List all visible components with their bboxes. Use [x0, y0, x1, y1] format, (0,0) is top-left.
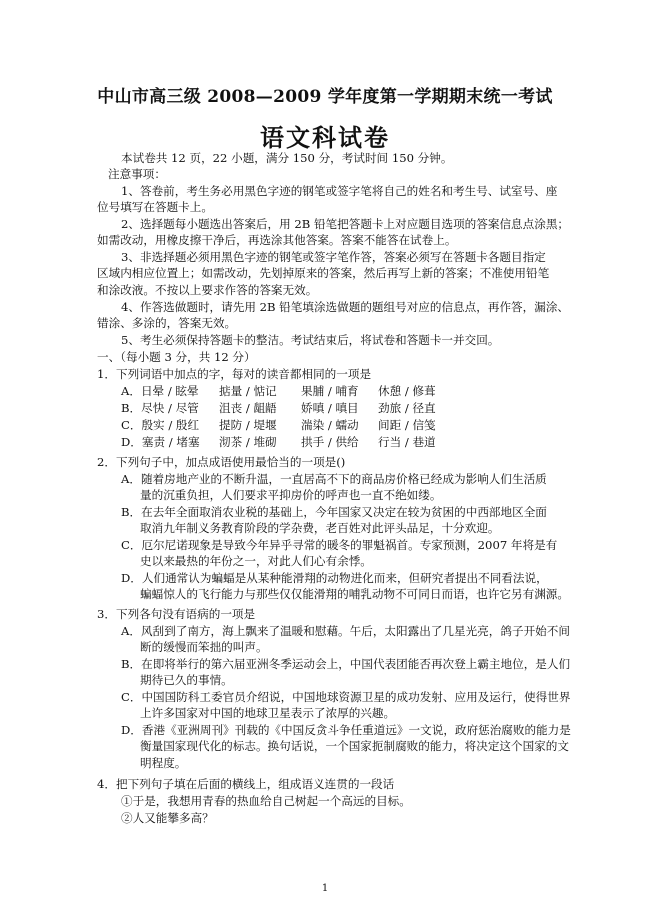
- notice-3-line-3: 和涂改液。不按以上要求作答的答案无效。: [97, 283, 318, 297]
- section-1-heading: 一、（每小题 3 分，共 12 分）: [97, 350, 256, 364]
- notice-5-line-1: 5、考生必须保持答题卡的整洁。考试结束后，将试卷和答题卡一并交回。: [121, 333, 500, 347]
- notice-2-line-1: 2、选择题每小题选出答案后，用 2B 铅笔把答题卡上对应题目选项的答案信息点涂黑；: [121, 217, 570, 231]
- notice-2-line-2: 如需改动，用橡皮擦干净后，再选涂其他答案。答案不能答在试卷上。: [97, 233, 457, 247]
- q1-cell: C．殷实 / 殷红: [121, 418, 200, 432]
- q1-stem: 1．下列词语中加点的字，每对的读音都相同的一项是: [97, 367, 372, 381]
- notice-4-line-2: 错涂、多涂的，答案无效。: [97, 316, 237, 330]
- intro-line: 本试卷共 12 页，22 小题，满分 150 分，考试时间 150 分钟。: [121, 151, 453, 165]
- q1-cell: B．尽快 / 尽管: [121, 401, 199, 415]
- q3-option-c-line-2: 上许多国家对中国的地球卫星表示了浓厚的兴趣。: [140, 706, 396, 720]
- notice-3-line-1: 3、非选择题必须用黑色字迹的钢笔或签字笔作答，答案必须写在答题卡各题目指定: [121, 250, 546, 264]
- notice-3-line-2: 区域内相应位置上；如需改动，先划掉原来的答案，然后再写上新的答案；不准使用铅笔: [97, 266, 550, 280]
- q2-option-c-line-2: 史以来最热的年份之一，对此人们心有余悸。: [140, 554, 372, 568]
- q1-cell: 掂量 / 惦记: [219, 384, 277, 398]
- q1-cell: 娇嗔 / 嗔目: [301, 401, 359, 415]
- q1-cell: 果脯 / 哺育: [301, 384, 359, 398]
- q1-cell: 劲旅 / 径直: [378, 401, 436, 415]
- q1-cell: 沏茶 / 堆砌: [219, 435, 277, 449]
- exam-title: 中山市高三级 2008—2009 学年度第一学期期末统一考试: [97, 87, 553, 107]
- q3-stem: 3．下列各句没有语病的一项是: [97, 607, 256, 621]
- q1-cell: 拱手 / 供给: [301, 435, 359, 449]
- q3-option-d-line-1: D．香港《亚洲周刊》刊载的《中国反贪斗争任重道远》一文说，政府惩治腐败的能力是: [121, 723, 571, 737]
- q1-cell: A．日晕 / 眩晕: [121, 384, 199, 398]
- q1-cell: 行当 / 巷道: [378, 435, 436, 449]
- q3-option-d-line-2: 衡量国家现代化的标志。换句话说，一个国家扼制腐败的能力，将决定这个国家的文: [140, 739, 569, 753]
- q1-cell: D．塞责 / 堵塞: [121, 435, 200, 449]
- q4-sentence-2: ②人又能攀多高？: [121, 811, 214, 825]
- notice-1-line-2: 位号填写在答题卡上。: [97, 200, 213, 214]
- q2-option-c-line-1: C．厄尔尼诺现象是导致今年异乎寻常的暖冬的罪魁祸首。专家预测，2007 年将是有: [121, 538, 558, 552]
- q2-stem: 2．下列句子中，加点成语使用最恰当的一项是(): [97, 455, 346, 469]
- q1-cell: 湍染 / 蠕动: [301, 418, 359, 432]
- q2-option-a-line-2: 量的沉重负担，人们要求平抑房价的呼声也一直不绝如缕。: [140, 488, 442, 502]
- notice-1-line-1: 1、答卷前，考生务必用黑色字迹的钢笔或签字笔将自己的姓名和考生号、试室号、座: [121, 184, 558, 198]
- q1-cell: 间距 / 信笺: [378, 418, 436, 432]
- q1-cell: 休憩 / 修葺: [378, 384, 436, 398]
- q2-option-b-line-1: B．在去年全面取消农业税的基础上，今年国家又决定在较为贫困的中西部地区全面: [121, 505, 547, 519]
- notice-4-line-1: 4、作答选做题时，请先用 2B 铅笔填涂选做题的题组号对应的信息点，再作答，漏涂、: [121, 300, 570, 314]
- notice-heading: 注意事项：: [108, 167, 166, 181]
- q3-option-a-line-2: 断的缓慢而笨拙的叫声。: [140, 640, 268, 654]
- q3-option-d-line-3: 明程度。: [140, 756, 187, 770]
- q2-option-d-line-2: 蝙蝠惊人的飞行能力与那些仅仅能滑翔的哺乳动物不可同日而语，也许它另有渊源。: [140, 587, 569, 601]
- q2-option-d-line-1: D．人们通常认为蝙蝠是从某种能滑翔的动物进化而来，但研究者提出不同看法说，: [121, 571, 548, 585]
- q1-cell: 提防 / 堤堰: [219, 418, 277, 432]
- q1-cell: 沮丧 / 龃龉: [219, 401, 277, 415]
- q2-option-b-line-2: 取消九年制义务教育阶段的学杂费，老百姓对此评头品足，十分欢迎。: [140, 521, 500, 535]
- q2-option-a-line-1: A．随着房地产业的不断升温，一直居高不下的商品房价格已经成为影响人们生活质: [121, 472, 547, 486]
- exam-subtitle: 语文科试卷: [260, 123, 390, 152]
- q3-option-a-line-1: A．风刮到了南方，海上飘来了温暖和慰藉。午后，太阳露出了几星光亮，鸽子开始不间: [121, 624, 570, 638]
- q3-option-b-line-2: 期待已久的事情。: [140, 673, 233, 687]
- q4-sentence-1: ①于是，我想用青春的热血给自己树起一个高远的目标。: [121, 794, 411, 808]
- q3-option-c-line-1: C．中国国防科工委官员介绍说，中国地球资源卫星的成功发射、应用及运行，使得世界: [121, 690, 571, 704]
- q3-option-b-line-1: B．在即将举行的第六届亚洲冬季运动会上，中国代表团能否再次登上霸主地位，是人们: [121, 657, 571, 671]
- q4-stem: 4．把下列句子填在后面的横线上，组成语义连贯的一段话: [97, 777, 395, 791]
- page-number: 1: [321, 883, 329, 894]
